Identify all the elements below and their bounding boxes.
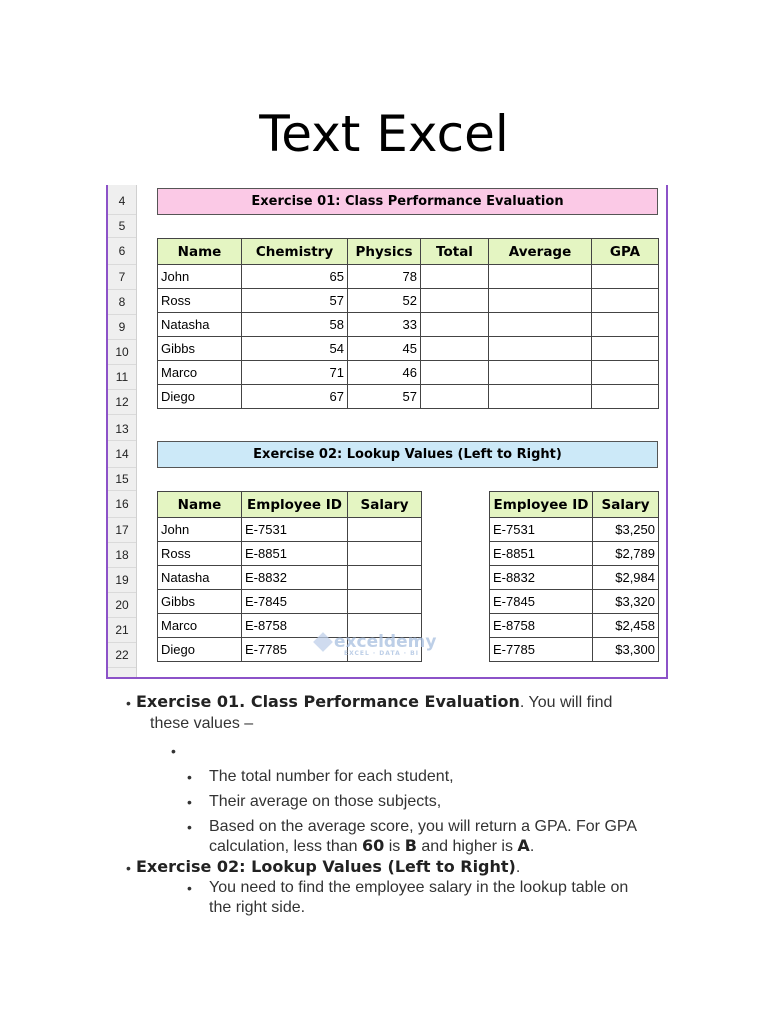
row-number: 5 xyxy=(108,215,136,238)
row-number: 10 xyxy=(108,340,136,365)
table-row xyxy=(158,289,659,313)
column-header: Employee ID xyxy=(490,492,593,518)
table-cell: 57 xyxy=(242,289,348,313)
table-cell: E-7845 xyxy=(242,590,348,614)
table-cell: E-7531 xyxy=(242,518,348,542)
table-row xyxy=(158,385,659,409)
table-cell xyxy=(489,385,592,409)
table-row xyxy=(158,542,422,566)
table-cell: 54 xyxy=(242,337,348,361)
table-row xyxy=(490,542,659,566)
table-cell: Marco xyxy=(158,614,242,638)
column-header: Salary xyxy=(593,492,659,518)
table-cell: 65 xyxy=(242,265,348,289)
bullet-icon: • xyxy=(187,819,192,835)
row-number: 17 xyxy=(108,518,136,543)
table-cell: 78 xyxy=(348,265,421,289)
table-cell: Gibbs xyxy=(158,337,242,361)
note-exercise1: Exercise 01. Class Performance Evaluation. You will find xyxy=(136,692,613,711)
row-number: 12 xyxy=(108,390,136,415)
table-cell: John xyxy=(158,265,242,289)
table-cell: $3,250 xyxy=(593,518,659,542)
table-cell: Diego xyxy=(158,638,242,662)
table-cell: $3,320 xyxy=(593,590,659,614)
column-header: Physics xyxy=(348,239,421,265)
column-header: Total xyxy=(421,239,489,265)
exercise1-banner: Exercise 01: Class Performance Evaluation xyxy=(157,188,658,215)
table-cell: $2,984 xyxy=(593,566,659,590)
lookup-table xyxy=(489,491,659,662)
row-number: 18 xyxy=(108,543,136,568)
bullet-icon: • xyxy=(187,880,192,896)
row-number: 20 xyxy=(108,593,136,618)
table-cell: 52 xyxy=(348,289,421,313)
table-cell: E-7531 xyxy=(490,518,593,542)
note-item-gpa-cont: calculation, less than 60 is B and higher is A. xyxy=(209,836,535,855)
table-cell: $2,789 xyxy=(593,542,659,566)
column-header: GPA xyxy=(592,239,659,265)
table-cell: E-8758 xyxy=(242,614,348,638)
table-cell: Diego xyxy=(158,385,242,409)
note-exercise1-cont: these values – xyxy=(150,715,254,732)
table-cell: John xyxy=(158,518,242,542)
bullet-icon: • xyxy=(126,860,131,876)
table-cell xyxy=(592,385,659,409)
table-cell: Ross xyxy=(158,542,242,566)
table-cell xyxy=(421,313,489,337)
row-number: 9 xyxy=(108,315,136,340)
table-cell: $3,300 xyxy=(593,638,659,662)
note-item-total: The total number for each student, xyxy=(209,768,454,785)
table-cell: E-8758 xyxy=(490,614,593,638)
bullet-icon: • xyxy=(187,794,192,810)
row-number: 19 xyxy=(108,568,136,593)
table-cell: E-8851 xyxy=(242,542,348,566)
note-item-lookup: You need to find the employee salary in the lookup table on xyxy=(209,879,629,896)
table-cell xyxy=(592,337,659,361)
table-cell: Gibbs xyxy=(158,590,242,614)
table-cell: 46 xyxy=(348,361,421,385)
page-title: Text Excel xyxy=(259,105,509,163)
row-number: 7 xyxy=(108,265,136,290)
class-performance-table xyxy=(157,238,659,409)
table-cell: Ross xyxy=(158,289,242,313)
table-cell xyxy=(592,265,659,289)
table-cell xyxy=(592,313,659,337)
table-cell: E-7785 xyxy=(242,638,348,662)
table-cell xyxy=(489,361,592,385)
note-item-gpa: Based on the average score, you will return a GPA. For GPA xyxy=(209,818,638,835)
bullet-icon: • xyxy=(126,695,131,711)
column-header: Name xyxy=(158,492,242,518)
table-cell: 67 xyxy=(242,385,348,409)
table-cell: 58 xyxy=(242,313,348,337)
spreadsheet-screenshot xyxy=(106,185,668,679)
bullet-icon: • xyxy=(171,743,176,759)
row-number: 11 xyxy=(108,365,136,390)
table-cell: Natasha xyxy=(158,566,242,590)
note-exercise2: Exercise 02: Lookup Values (Left to Right). xyxy=(136,857,521,876)
column-header: Chemistry xyxy=(242,239,348,265)
table-cell xyxy=(348,518,422,542)
note-item-lookup-cont: the right side. xyxy=(209,899,306,916)
note-item-average: Their average on those subjects, xyxy=(209,793,442,810)
column-header: Employee ID xyxy=(242,492,348,518)
row-number: 14 xyxy=(108,441,136,468)
table-row xyxy=(490,518,659,542)
column-header: Salary xyxy=(348,492,422,518)
table-cell xyxy=(348,566,422,590)
table-cell xyxy=(348,590,422,614)
table-cell xyxy=(421,337,489,361)
table-row xyxy=(490,614,659,638)
row-number: 13 xyxy=(108,417,136,441)
table-row xyxy=(158,361,659,385)
table-cell xyxy=(348,542,422,566)
column-header: Average xyxy=(489,239,592,265)
row-number: 8 xyxy=(108,290,136,315)
table-row xyxy=(490,638,659,662)
table-row xyxy=(158,313,659,337)
table-cell: E-8851 xyxy=(490,542,593,566)
row-number: 15 xyxy=(108,468,136,491)
row-number: 16 xyxy=(108,491,136,518)
bullet-icon: • xyxy=(187,769,192,785)
table-cell: Natasha xyxy=(158,313,242,337)
table-cell xyxy=(489,265,592,289)
table-cell: E-8832 xyxy=(490,566,593,590)
table-row xyxy=(490,590,659,614)
table-row xyxy=(158,265,659,289)
table-cell: 71 xyxy=(242,361,348,385)
table-cell xyxy=(489,313,592,337)
row-headers xyxy=(108,185,137,677)
table-row xyxy=(158,518,422,542)
table-cell: Marco xyxy=(158,361,242,385)
table-cell xyxy=(592,289,659,313)
exceldemy-logo-icon xyxy=(313,632,333,652)
table-cell xyxy=(489,337,592,361)
table-cell: E-7785 xyxy=(490,638,593,662)
table-row xyxy=(490,566,659,590)
table-cell xyxy=(489,289,592,313)
table-cell xyxy=(421,361,489,385)
column-header: Name xyxy=(158,239,242,265)
row-number: 4 xyxy=(108,188,136,215)
table-row xyxy=(158,337,659,361)
exercise2-banner: Exercise 02: Lookup Values (Left to Right) xyxy=(157,441,658,468)
table-cell xyxy=(421,289,489,313)
table-cell xyxy=(421,385,489,409)
table-cell: 33 xyxy=(348,313,421,337)
table-cell: 45 xyxy=(348,337,421,361)
table-cell xyxy=(421,265,489,289)
table-cell: $2,458 xyxy=(593,614,659,638)
row-number: 6 xyxy=(108,238,136,265)
table-cell xyxy=(592,361,659,385)
table-row xyxy=(158,566,422,590)
table-cell: E-8832 xyxy=(242,566,348,590)
exceldemy-watermark: exceldemy EXCEL · DATA · BI xyxy=(316,632,436,657)
row-number: 21 xyxy=(108,618,136,643)
table-cell: 57 xyxy=(348,385,421,409)
table-row xyxy=(158,590,422,614)
row-number: 22 xyxy=(108,643,136,668)
table-cell: E-7845 xyxy=(490,590,593,614)
